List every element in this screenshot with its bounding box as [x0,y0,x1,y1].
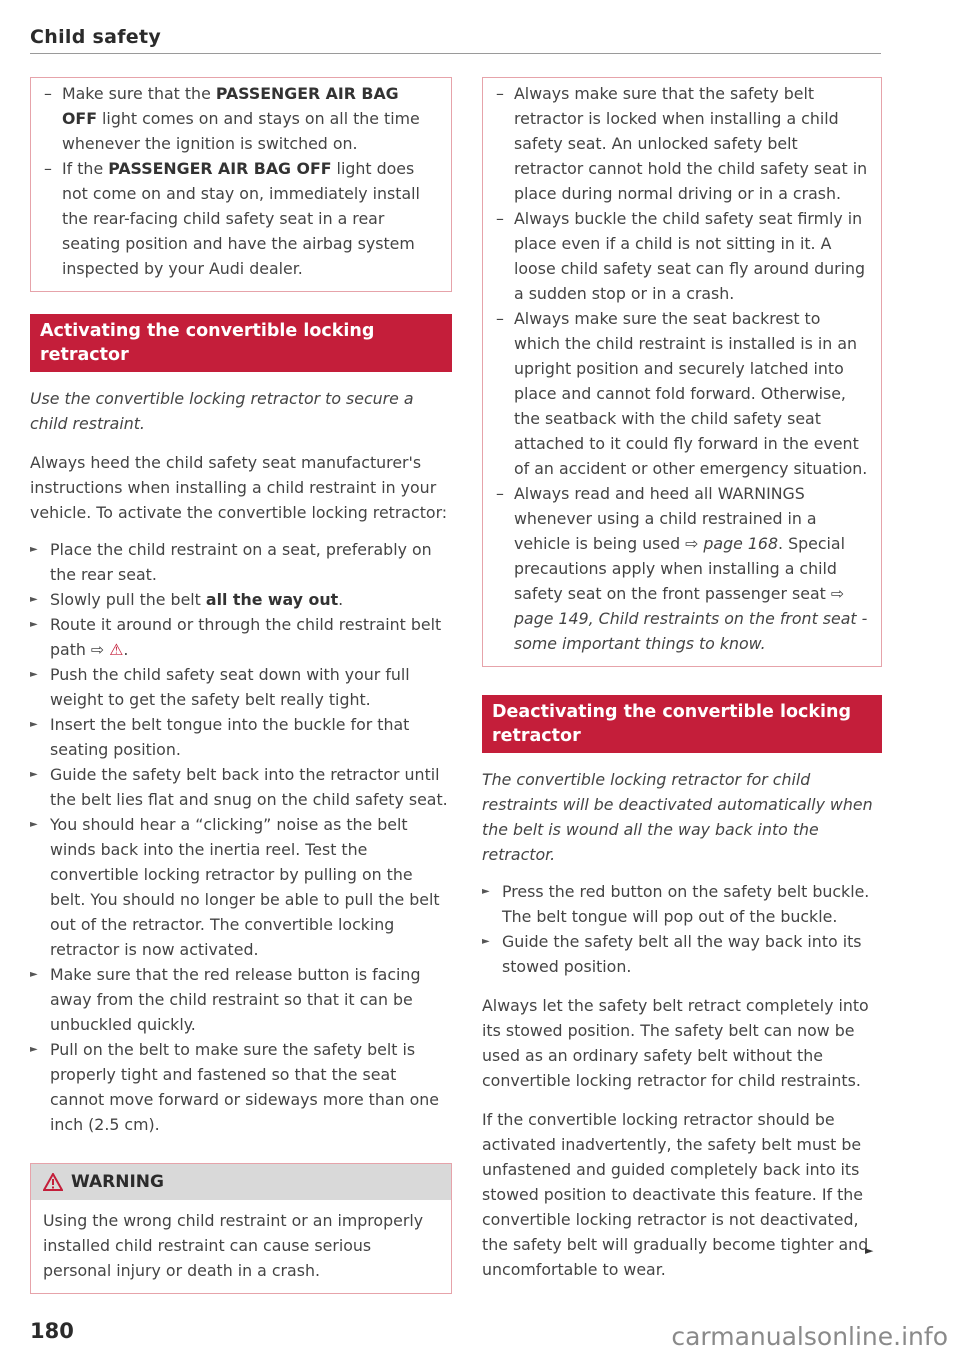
right-column [482,77,882,1282]
header-divider [30,53,881,54]
page-reference: ⇨ page 168 [685,534,779,553]
list-item: ► Guide the safety belt all the way back into its stowed position. [482,929,882,979]
watermark: carmanualsonline.info [671,1322,948,1351]
warning-header [31,1164,451,1200]
section-intro-deactivating: The convertible locking retractor for child restraints will be deactivated automatically when the belt is wound all the way back into the retractor. [482,770,873,864]
list-item: – Make sure that the PASSENGER AIR BAG OFF light comes on and stays on all the time whenever the ignition is switched on. [44,81,439,156]
child-seat-dash-list [496,81,869,656]
page-reference: ⇨ page 149, Child restraints on the front seat - some important things to know. [514,584,868,653]
list-item: ► Pull on the belt to make sure the safety belt is properly tight and fastened so that the seat cannot move forward or sideways more than one inch (2.5 cm). [30,1037,452,1137]
list-item: ► Press the red button on the safety belt buckle. The belt tongue will pop out of the buckle. [482,879,882,929]
warning-title: WARNING [71,1172,164,1192]
child-seat-warnings-box [482,77,882,667]
list-item: – Always read and heed all WARNINGS whenever using a child restrained in a vehicle is being used ⇨ page 168. Special precautions apply when installing a child safety seat on the front passenger seat ⇨ page 149, Child restraints on the front seat - some important things to know. [496,481,869,656]
deactivation-steps [482,879,882,979]
list-item: – If the PASSENGER AIR BAG OFF light does not come on and stay on, immediately install the rear-facing child safety seat in a rear seating position and have the airbag system inspected by your Audi dealer. [44,156,439,281]
bold-term: PASSENGER AIR BAG OFF [108,159,332,178]
activation-steps [30,537,452,1137]
bold-term: PASSENGER AIR BAG OFF [62,84,399,128]
warning-box [30,1163,452,1294]
page-number: 180 [30,1319,74,1343]
deactivation-paragraph-2: If the convertible locking retractor should be activated inadvertently, the safety belt must be unfastened and guided completely back into its stowed position to deactivate this feature. If the convertible locking retractor is not deactivated, the safety belt will gradually become tighter and uncomfortable to wear. [482,1110,869,1279]
list-item: – Always buckle the child safety seat firmly in place even if a child is not sitting in it. A loose child safety seat can fly around during a sudden stop or in a crash. [496,206,869,306]
section-intro-activating: Use the convertible locking retractor to secure a child restraint. [30,389,414,433]
warning-text: Using the wrong child restraint or an improperly installed child restraint can cause serious personal injury or death in a crash. [43,1211,424,1280]
list-item: ► Place the child restraint on a seat, preferably on the rear seat. [30,537,452,587]
left-column [30,77,452,1294]
deactivation-paragraph-1: Always let the safety belt retract completely into its stowed position. The safety belt can now be used as an ordinary safety belt without the convertible locking retractor for child restraints. [482,996,869,1090]
passenger-airbag-box [30,77,452,292]
continue-arrow-icon: ► [865,1244,874,1257]
warning-ref-icon: ⚠ [109,640,124,659]
list-item: ► Route it around or through the child restraint belt path ⇨ ⚠. [30,612,452,662]
list-item: ► You should hear a “clicking” noise as the belt winds back into the inertia reel. Test the convertible locking retractor by pulling on the belt. You should no longer be able to pull the belt out of the retractor. The convertible locking retractor is now activated. [30,812,452,962]
list-item: ► Insert the belt tongue into the buckle for that seating position. [30,712,452,762]
section-heading-deactivating: Deactivating the convertible locking retractor [482,695,882,753]
page-header-title: Child safety [30,26,162,48]
section-heading-activating: Activating the convertible locking retractor [30,314,452,372]
list-item: ► Push the child safety seat down with your full weight to get the safety belt really tight. [30,662,452,712]
list-item: – Always make sure the seat backrest to which the child restraint is installed is in an upright position and securely latched into place and cannot fold forward. Otherwise, the seatback with the child safety seat attached to it could fly forward in the event of an accident or other emergency situation. [496,306,869,481]
airbag-dash-list [44,81,439,281]
list-item: ► Slowly pull the belt all the way out. [30,587,452,612]
section-paragraph-activating: Always heed the child safety seat manufacturer's instructions when installing a child restraint in your vehicle. To activate the convertible locking retractor: [30,453,448,522]
list-item: ► Guide the safety belt back into the retractor until the belt lies flat and snug on the child safety seat. [30,762,452,812]
list-item: – Always make sure that the safety belt retractor is locked when installing a child safety seat. An unlocked safety belt retractor cannot hold the child safety seat in place during normal driving or in a crash. [496,81,869,206]
bold-term: all the way out [205,590,339,609]
list-item: ► Make sure that the red release button is facing away from the child restraint so that it can be unbuckled quickly. [30,962,452,1037]
warning-triangle-icon [43,1173,63,1191]
